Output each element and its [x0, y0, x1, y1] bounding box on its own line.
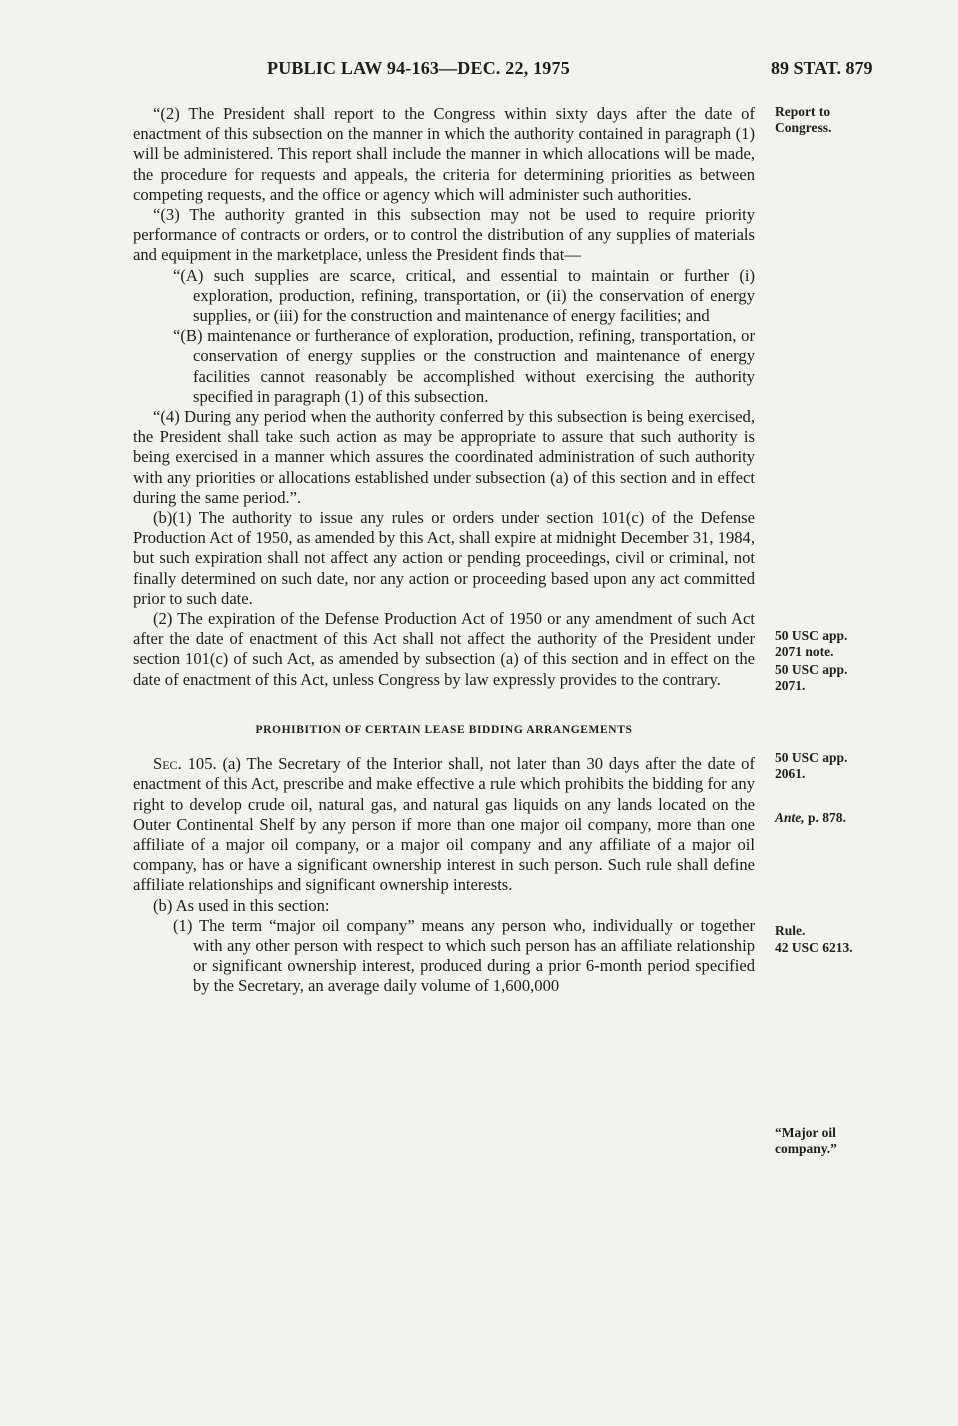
margin-note-usc-2061: 50 USC app. 2061. [775, 750, 848, 781]
margin-note-rule: Rule. [775, 923, 806, 938]
page-header-title: PUBLIC LAW 94-163—DEC. 22, 1975 [267, 58, 570, 78]
margin-note-report: Report to Congress. [775, 104, 832, 135]
section-heading: PROHIBITION OF CERTAIN LEASE BIDDING ARRANGEMENTS [255, 723, 633, 736]
ante-page: p. 878. [804, 810, 846, 825]
paragraph-2: “(2) The President shall report to the Congress within sixty days after the date of enactment of this subsection on the manner in which the authority contained in paragraph (1) will be administered. This report shall include the manner in which allocations will be made, the procedure for requests and appeals, the criteria for determining priorities as between competing requests, and the office or agency which will administer such authorities. [133, 104, 755, 204]
paragraph-4: “(4) During any period when the authority conferred by this subsection is being exercised, the President shall take such action as may be appropriate to assure that such authority is being exercised in a manner which assures the coordinated administration of such authority with any priorities or allocations established under subsection (a) of this section and in effect during the same period.”. [133, 407, 755, 507]
section-105a-text: 105. (a) The Secretary of the Interior shall, not later than 30 days after the date of enactment of this Act, prescribe and make effective a rule which prohibits the bidding for any right to develop crude oil, natural gas, and natural gas liquids on any lands located on the Outer Continental Shelf by any person if more than one major oil company, more than one affiliate of a major oil company, or a major oil company and any affiliate of a major oil company, has or have a significant ownership interest in such person. Such rule shall define affiliate relationships and significant ownership interests. [133, 754, 755, 895]
margin-note-ante [775, 810, 846, 826]
subsection-b1: (b)(1) The authority to issue any rules or orders under section 101(c) of the Defense Production Act of 1950, as amended by this Act, shall expire at midnight December 31, 1984, but such expiration shall not affect any action or pending proceedings, civil or criminal, not finally determined on such date, nor any action or proceeding based upon any act committed prior to such date. [133, 508, 755, 608]
subparagraph-a: “(A) such supplies are scarce, critical, and essential to maintain or further (i) exploration, production, refining, transportation, or (ii) the conservation of energy supplies, or (iii) for the construction and maintenance of energy facilities; and [173, 265, 755, 326]
margin-note-usc-2071: 50 USC app. 2071. [775, 662, 848, 693]
ante-label: Ante, [775, 810, 805, 825]
subsection-b2: (2) The expiration of the Defense Production Act of 1950 or any amendment of such Act after the date of enactment of this Act shall not affect the authority of the President under section 101(c) of such Act, as amended by subsection (a) of this section and in effect on the date of enactment of this Act, unless Congress by law expressly provides to the contrary. [133, 609, 755, 689]
definition-major-oil: (1) The term “major oil company” means any person who, individually or together with any other person with respect to which such person has an affiliate relationship or significant ownership interest, produced during a prior 6-month period specified by the Secretary, an average daily volume of 1,600,000 [173, 915, 755, 996]
page-header-stat: 89 STAT. 879 [771, 58, 873, 78]
section-105b: (b) As used in this section: [153, 895, 330, 915]
subparagraph-b: “(B) maintenance or furtherance of exploration, production, refining, transportation, or conservation of energy supplies or the construction and maintenance of energy facilities cannot reasonably be accomplished without exercising the authority specified in paragraph (1) of this subsection. [173, 326, 755, 406]
margin-note-usc-6213: 42 USC 6213. [775, 940, 853, 955]
margin-note-usc-2071-note: 50 USC app. 2071 note. [775, 628, 848, 659]
sec-label: Sec. [153, 754, 182, 774]
section-105a [133, 754, 755, 895]
margin-note-major-oil: “Major oil company.” [775, 1125, 837, 1156]
paragraph-3: “(3) The authority granted in this subsection may not be used to require priority performance of contracts or orders, or to control the distribution of any supplies of materials and equipment in the marketplace, unless the President finds that— [133, 205, 755, 265]
body-text [133, 104, 755, 997]
